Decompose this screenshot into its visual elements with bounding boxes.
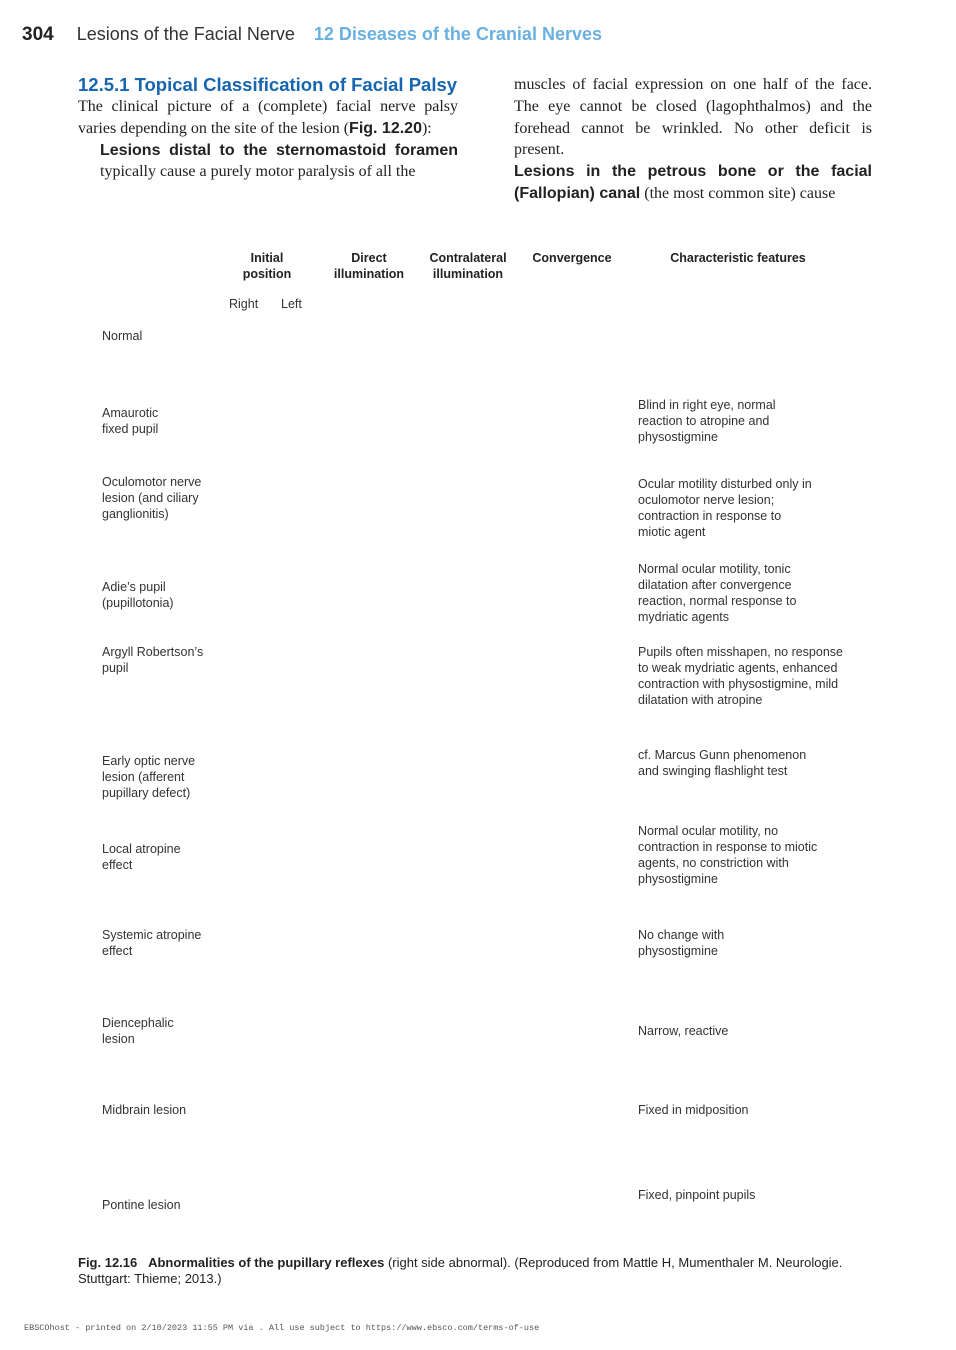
print-footer: EBSCOhost - printed on 2/10/2023 11:55 PM via . All use subject to https://www.ebsco.com/terms-of-use <box>24 1323 540 1333</box>
row-label-local-atropine: Local atropine effect <box>102 842 181 872</box>
distal-lesion-text: typically cause a purely motor paralysis of all the <box>100 163 416 181</box>
continued-paragraph: muscles of facial expression on one half of the face. The eye cannot be closed (lagophthalmos) and the forehead cannot be wrinkled. No other deficit is present. <box>514 76 872 159</box>
feature-oculomotor: Ocular motility disturbed only in oculomotor nerve lesion; contraction in response to miotic agent <box>638 477 812 539</box>
feature-pontine: Fixed, pinpoint pupils <box>638 1188 756 1202</box>
text-column-right <box>514 74 872 205</box>
petrous-lesion-paragraph <box>514 161 872 205</box>
column-header-direct-illumination: Direct illumination <box>333 251 405 281</box>
petrous-lesion-heading: Lesions in the petrous bone or the facial (Fallopian) canal <box>514 163 872 202</box>
feature-diencephalic: Narrow, reactive <box>638 1024 729 1038</box>
feature-argyll-robertson: Pupils often misshapen, no response to weak mydriatic agents, enhanced contraction with physostigmine, mild dilatation with atropine <box>638 645 843 707</box>
row-label-argyll-robertson: Argyll Robertson’s pupil <box>102 645 204 675</box>
row-label-pontine: Pontine lesion <box>102 1198 181 1212</box>
chapter-title: 12 Diseases of the Cranial Nerves <box>313 24 602 44</box>
feature-midbrain: Fixed in midposition <box>638 1103 749 1117</box>
figure-title: Abnormalities of the pupillary reflexes <box>148 1255 385 1270</box>
right-eye-label: Right <box>229 297 259 311</box>
feature-systemic-atropine: No change with physostigmine <box>638 928 725 958</box>
row-label-diencephalic: Diencephalic lesion <box>102 1016 174 1046</box>
petrous-lesion-text: (the most common site) cause <box>640 184 836 202</box>
figure-reference-link[interactable]: Fig. 12.20 <box>349 119 422 137</box>
running-title: Lesions of the Facial Nerve <box>76 24 295 44</box>
page-header <box>22 24 602 50</box>
row-label-optic-nerve: Early optic nerve lesion (afferent pupillary defect) <box>102 754 196 800</box>
left-eye-label: Left <box>281 297 302 311</box>
column-header-contralateral-illumination: Contralateral illumination <box>429 251 507 281</box>
text-column-left <box>78 74 458 183</box>
distal-lesion-heading: Lesions distal to the sternomastoid foramen <box>100 141 458 159</box>
feature-local-atropine: Normal ocular motility, no contraction in response to miotic agents, no constriction with physostigmine <box>638 824 818 886</box>
figure-number: Fig. 12.16 <box>78 1255 138 1270</box>
distal-lesion-paragraph <box>78 140 458 184</box>
figure-caption-text: (right side abnormal). (Reproduced from Mattle H, Mumenthaler M. Neurologie. Stuttgart: Thieme; 2013.) <box>78 1255 843 1286</box>
row-label-amaurotic: Amaurotic fixed pupil <box>102 406 159 436</box>
feature-optic-nerve: cf. Marcus Gunn phenomenon and swinging flashlight test <box>638 748 807 778</box>
intro-paragraph <box>78 96 458 140</box>
feature-adie: Normal ocular motility, tonic dilatation after convergence reaction, normal response to mydriatic agents <box>638 562 797 624</box>
feature-amaurotic: Blind in right eye, normal reaction to atropine and physostigmine <box>638 398 776 444</box>
intro-text-end: ): <box>421 119 432 137</box>
row-label-midbrain: Midbrain lesion <box>102 1103 187 1117</box>
column-header-characteristic-features: Characteristic features <box>670 251 806 265</box>
row-label-adie: Adie’s pupil (pupillotonia) <box>102 580 174 610</box>
column-header-convergence: Convergence <box>532 251 612 265</box>
row-label-oculomotor: Oculomotor nerve lesion (and ciliary ganglionitis) <box>102 475 202 521</box>
page-number: 304 <box>22 24 54 45</box>
column-header-initial-position: Initial position <box>242 251 292 281</box>
figure-caption <box>78 1255 878 1287</box>
row-label-systemic-atropine: Systemic atropine effect <box>102 928 202 958</box>
row-label-normal: Normal <box>102 329 143 343</box>
intro-text: The clinical picture of a (complete) facial nerve palsy varies depending on the site of the lesion ( <box>78 98 458 137</box>
section-title: 12.5.1 Topical Classification of Facial Palsy <box>78 74 458 95</box>
